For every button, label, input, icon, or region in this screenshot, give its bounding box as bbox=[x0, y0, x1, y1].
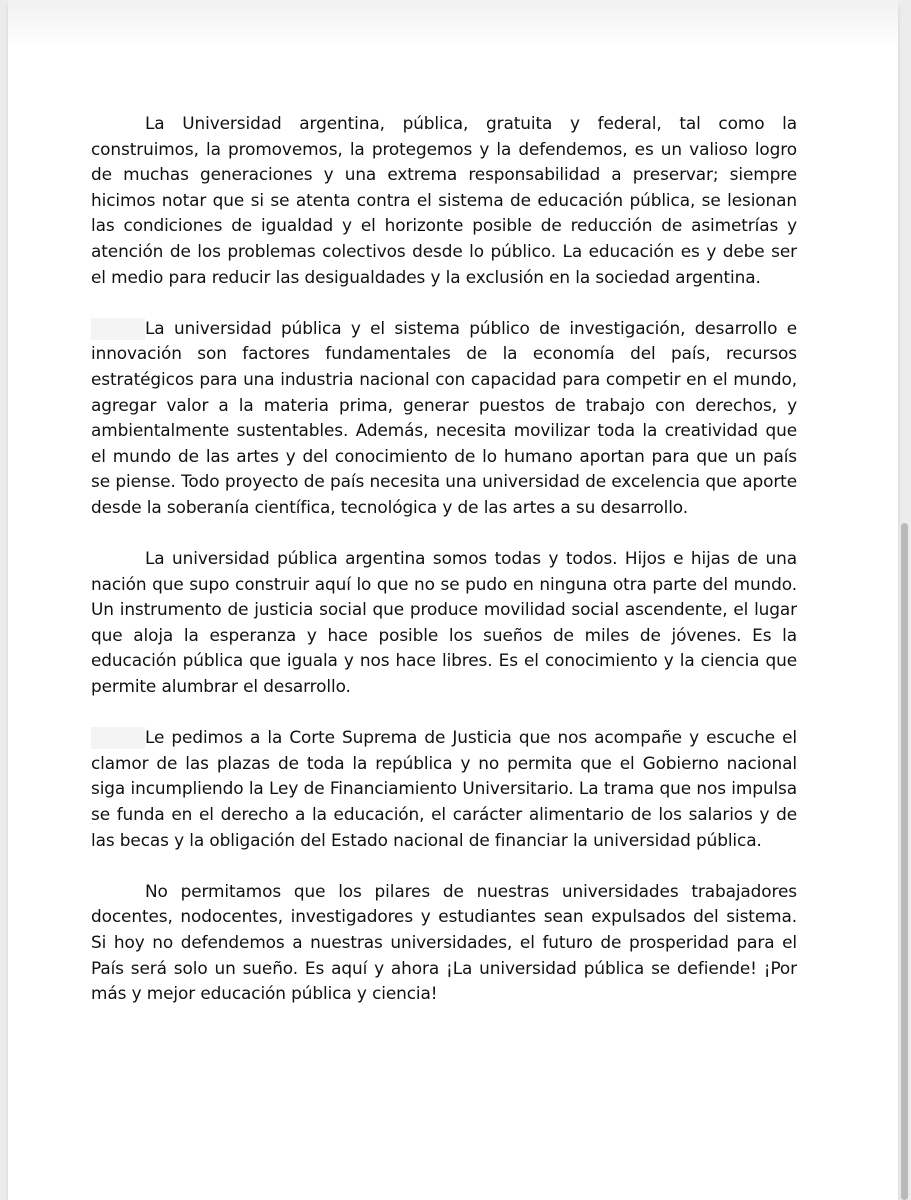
paragraph-4-wrap bbox=[91, 725, 797, 853]
paragraph-1-wrap bbox=[91, 111, 797, 290]
paragraph-5: No permitamos que los pilares de nuestras universidades trabajadores docentes, nodocentes, investigadores y estudiantes sean expulsados del sistema. Si hoy no defendemos a nuestras universidades, el futuro de prosperidad para el País será solo un sueño. Es aquí y ahora ¡La universidad pública se defiende! ¡Por más y mejor educación pública y ciencia! bbox=[91, 880, 797, 1004]
vertical-scrollbar[interactable] bbox=[898, 0, 911, 1200]
paragraph-1: La Universidad argentina, pública, gratuita y federal, tal como la construimos, la promovemos, la protegemos y la defendemos, es un valioso logro de muchas generaciones y una extrema responsabilidad a preservar; siempre hicimos notar que si se atenta contra el sistema de educación pública, se lesionan las condiciones de igualdad y el horizonte posible de reducción de asimetrías y atención de los problemas colectivos desde lo público. La educación es y debe ser el medio para reducir las desigualdades y la exclusión en la sociedad argentina. bbox=[91, 113, 797, 287]
page-top-shadow bbox=[8, 0, 898, 50]
paragraph-3: La universidad pública argentina somos todas y todos. Hijos e hijas de una nación que supo construir aquí lo que no se pudo en ninguna otra parte del mundo. Un instrumento de justicia social que produce movilidad social ascendente, el lugar que aloja la esperanza y hace posible los sueños de miles de jóvenes. Es la educación pública que iguala y nos hace libres. Es el conocimiento y la ciencia que permite alumbrar el desarrollo. bbox=[91, 548, 797, 697]
scrollbar-thumb[interactable] bbox=[901, 523, 908, 1200]
paragraph-3-wrap bbox=[91, 546, 797, 700]
document-body bbox=[91, 111, 797, 1032]
paragraph-4: Le pedimos a la Corte Suprema de Justicia que nos acompañe y escuche el clamor de las plazas de toda la república y no permita que el Gobierno nacional siga incumpliendo la Ley de Financiamiento Universitario. La trama que nos impulsa se funda en el derecho a la educación, el carácter alimentario de los salarios y de las becas y la obligación del Estado nacional de financiar la universidad pública. bbox=[91, 725, 797, 853]
paragraph-2: La universidad pública y el sistema público de investigación, desarrollo e innovación son factores fundamentales de la economía del país, recursos estratégicos para una industria nacional con capacidad para competir en el mundo, agregar valor a la materia prima, generar puestos de trabajo con derechos, y ambientalmente sustentables. Además, necesita movilizar toda la creatividad que el mundo de las artes y del conocimiento de lo humano aportan para que un país se piense. Todo proyecto de país necesita una universidad de excelencia que aporte desde la soberanía científica, tecnológica y de las artes a su desarrollo. bbox=[91, 316, 797, 521]
paragraph-5-wrap bbox=[91, 879, 797, 1007]
paragraph-2-wrap bbox=[91, 316, 797, 521]
